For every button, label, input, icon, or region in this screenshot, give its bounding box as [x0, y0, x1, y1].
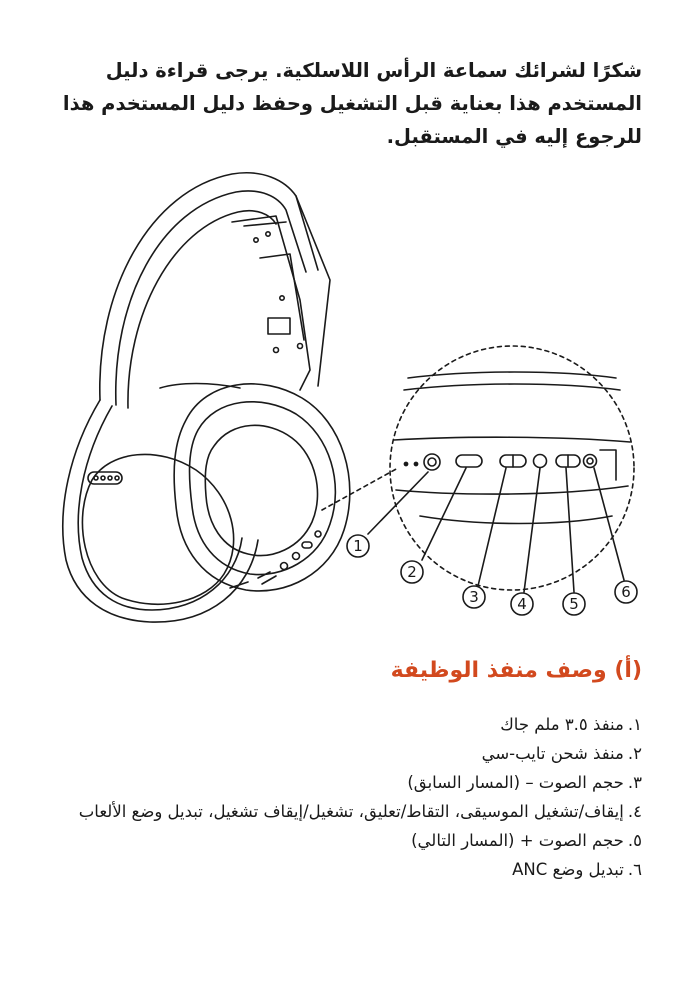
item-text: حجم الصوت + (المسار التالي) [411, 831, 624, 850]
callout-3 [463, 586, 485, 608]
callout-2 [401, 561, 423, 583]
list-item [54, 739, 642, 768]
callout-markers [347, 535, 637, 615]
callout-4 [511, 593, 533, 615]
intro-paragraph: شكرًا لشرائك سماعة الرأس اللاسلكية. يرجى قراءة دليل المستخدم هذا بعناية قبل التشغيل وحفظ دليل المستخدم هذا للرجوع إليه في المستقبل. [62, 58, 642, 148]
section-title: وصف منفذ الوظيفة [390, 658, 607, 683]
svg-text:4: 4 [517, 595, 527, 613]
headphone-illustration [63, 173, 350, 622]
list-item [54, 797, 642, 826]
list-item [54, 826, 642, 855]
list-item [54, 710, 642, 739]
item-index: ٢. [627, 744, 642, 763]
callout-5 [563, 593, 585, 615]
list-item [54, 768, 642, 797]
item-text: منفذ ٣.٥ ملم جاك [500, 715, 624, 734]
item-index: ٣. [627, 773, 642, 792]
svg-text:2: 2 [407, 563, 417, 581]
port-description-list [54, 710, 642, 884]
item-text: منفذ شحن تايب-سي [481, 744, 624, 763]
callout-6 [615, 581, 637, 603]
zoom-detail [322, 346, 634, 590]
list-item [54, 855, 642, 884]
item-index: ٥. [627, 831, 642, 850]
svg-text:6: 6 [621, 583, 631, 601]
headphone-figure [0, 150, 688, 630]
item-index: ٤. [627, 802, 642, 821]
item-text: تبديل وضع ANC [512, 860, 624, 879]
callout-1 [347, 535, 369, 557]
svg-text:1: 1 [353, 537, 363, 555]
svg-text:5: 5 [569, 595, 579, 613]
section-heading [46, 658, 642, 683]
item-index: ١. [627, 715, 642, 734]
item-index: ٦. [627, 860, 642, 879]
item-text: إيقاف/تشغيل الموسيقى، التقاط/تعليق، تشغيل/إيقاف تشغيل، تبديل وضع الألعاب [78, 802, 624, 821]
svg-text:3: 3 [469, 588, 479, 606]
item-text: حجم الصوت – (المسار السابق) [407, 773, 624, 792]
section-number: (أ) [614, 658, 642, 683]
